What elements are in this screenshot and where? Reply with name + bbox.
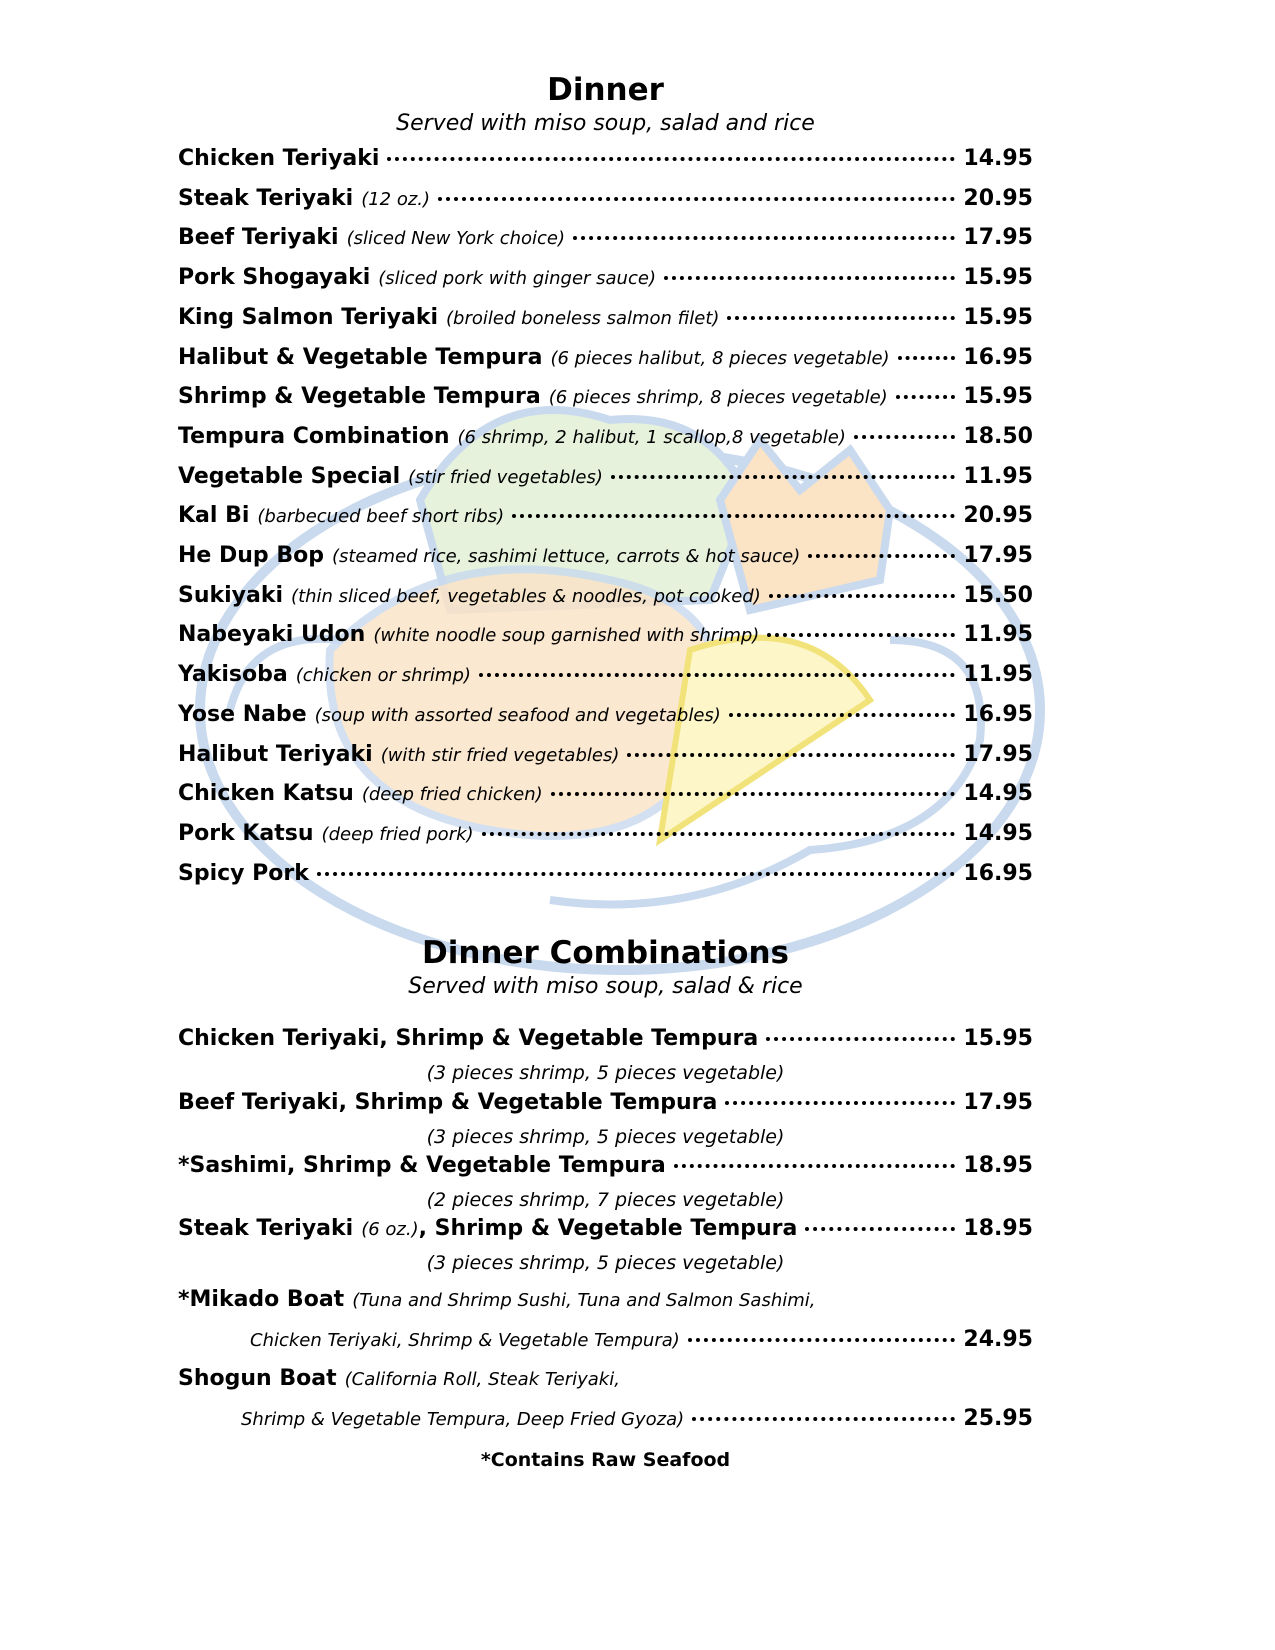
item-description: (sliced pork with ginger sauce) bbox=[378, 268, 656, 290]
item-price: 14.95 bbox=[963, 146, 1033, 171]
menu-item bbox=[178, 622, 1033, 652]
item-description: (deep fried pork) bbox=[321, 823, 474, 845]
item-name: *Mikado Boat bbox=[178, 1287, 345, 1312]
menu-item bbox=[178, 861, 1033, 891]
dot-leader bbox=[627, 753, 955, 757]
item-description: (barbecued beef short ribs) bbox=[257, 506, 505, 528]
dot-leader bbox=[854, 435, 956, 439]
item-name: Steak Teriyaki bbox=[178, 1216, 354, 1241]
item-name: King Salmon Teriyaki bbox=[178, 304, 439, 330]
dot-leader bbox=[482, 832, 956, 836]
item-price: 17.95 bbox=[963, 1090, 1033, 1115]
dot-leader bbox=[479, 673, 956, 677]
item-description: (12 oz.) bbox=[361, 188, 431, 210]
dot-leader bbox=[551, 792, 956, 796]
menu-item bbox=[178, 662, 1033, 692]
item-price: 16.95 bbox=[963, 860, 1033, 886]
item-name: Pork Shogayaki bbox=[178, 265, 371, 291]
item-price: 17.95 bbox=[963, 543, 1033, 568]
item-price: 11.95 bbox=[963, 622, 1033, 648]
item-description: (stir fried vegetables) bbox=[408, 466, 603, 488]
dot-leader bbox=[725, 1101, 955, 1105]
raw-seafood-footnote: *Contains Raw Seafood bbox=[480, 1449, 731, 1471]
dot-leader bbox=[729, 713, 956, 717]
item-name: Chicken Katsu bbox=[178, 781, 354, 807]
item-name: Steak Teriyaki bbox=[178, 185, 354, 211]
dot-leader bbox=[769, 594, 956, 598]
item-price: 18.95 bbox=[963, 1153, 1033, 1178]
dot-leader bbox=[664, 276, 955, 280]
dot-leader bbox=[438, 197, 955, 201]
dot-leader bbox=[896, 395, 956, 399]
combo-item bbox=[178, 1153, 1033, 1183]
item-description: (soup with assorted seafood and vegetables) bbox=[314, 704, 721, 726]
menu-item bbox=[178, 225, 1033, 255]
item-price: 24.95 bbox=[963, 1327, 1033, 1352]
menu-item bbox=[178, 384, 1033, 414]
item-description: (sliced New York choice) bbox=[346, 228, 565, 250]
menu-item bbox=[178, 543, 1033, 573]
menu-item bbox=[178, 464, 1033, 494]
dot-leader bbox=[674, 1164, 956, 1168]
item-price: 15.95 bbox=[963, 384, 1033, 410]
item-description: (6 pieces halibut, 8 pieces vegetable) bbox=[550, 347, 890, 369]
item-name: Beef Teriyaki bbox=[178, 225, 339, 251]
menu-item bbox=[178, 186, 1033, 216]
combo-item bbox=[178, 1026, 1033, 1056]
item-price: 17.95 bbox=[963, 741, 1033, 767]
dot-leader bbox=[573, 236, 955, 240]
item-description: (chicken or shrimp) bbox=[295, 665, 471, 687]
item-name: Pork Katsu bbox=[178, 820, 314, 846]
item-description: (with stir fried vegetables) bbox=[380, 744, 620, 766]
item-description: (Tuna and Shrimp Sushi, Tuna and Salmon Sashimi, bbox=[352, 1290, 816, 1311]
dot-leader bbox=[898, 356, 956, 360]
item-price: 20.95 bbox=[963, 185, 1033, 211]
item-name: Shrimp & Vegetable Tempura bbox=[178, 384, 541, 410]
dot-leader bbox=[512, 514, 955, 518]
item-name: Halibut & Vegetable Tempura bbox=[178, 344, 543, 370]
item-description: (6 oz.) bbox=[361, 1219, 419, 1240]
item-price: 11.95 bbox=[963, 662, 1033, 688]
menu-item bbox=[178, 345, 1033, 375]
item-name-continued: , Shrimp & Vegetable Tempura bbox=[418, 1216, 798, 1241]
item-price: 15.95 bbox=[963, 1026, 1033, 1051]
item-price: 16.95 bbox=[963, 344, 1033, 370]
item-name: Spicy Pork bbox=[178, 860, 309, 886]
item-name: Beef Teriyaki, Shrimp & Vegetable Tempura bbox=[178, 1090, 718, 1115]
combo-detail: (3 pieces shrimp, 5 pieces vegetable) bbox=[426, 1062, 785, 1084]
menu-item bbox=[178, 702, 1033, 732]
menu-item bbox=[178, 583, 1033, 613]
item-price: 20.95 bbox=[963, 503, 1033, 529]
item-name: Nabeyaki Udon bbox=[178, 622, 366, 648]
item-description: (broiled boneless salmon filet) bbox=[446, 307, 720, 329]
combo-detail: (3 pieces shrimp, 5 pieces vegetable) bbox=[426, 1252, 785, 1274]
menu-item bbox=[178, 781, 1033, 811]
dot-leader bbox=[317, 872, 956, 876]
dot-leader bbox=[692, 1417, 955, 1421]
boat-item-continued bbox=[178, 1406, 1033, 1436]
item-name: Halibut Teriyaki bbox=[178, 741, 373, 767]
item-description: (6 pieces shrimp, 8 pieces vegetable) bbox=[548, 387, 888, 409]
item-name: He Dup Bop bbox=[178, 543, 324, 568]
item-description: (6 shrimp, 2 halibut, 1 scallop,8 vegetable) bbox=[457, 426, 846, 448]
dot-leader bbox=[688, 1338, 956, 1342]
item-price: 11.95 bbox=[963, 463, 1033, 489]
dot-leader bbox=[387, 157, 955, 161]
item-description-continued: Chicken Teriyaki, Shrimp & Vegetable Tempura) bbox=[250, 1330, 680, 1351]
item-description: (steamed rice, sashimi lettuce, carrots & hot sauce) bbox=[331, 546, 801, 567]
boat-item bbox=[178, 1366, 1033, 1396]
item-name: Yakisoba bbox=[178, 662, 288, 688]
item-description: (deep fried chicken) bbox=[361, 784, 543, 806]
item-price: 18.50 bbox=[963, 423, 1033, 449]
dot-leader bbox=[766, 1037, 955, 1041]
item-name: Sukiyaki bbox=[178, 582, 284, 608]
dinner-title: Dinner bbox=[547, 72, 664, 108]
boat-item-continued bbox=[178, 1327, 1033, 1357]
item-description: (white noodle soup garnished with shrimp) bbox=[373, 625, 760, 647]
item-price: 14.95 bbox=[963, 820, 1033, 846]
boat-item bbox=[178, 1287, 1033, 1317]
item-description: (California Roll, Steak Teriyaki, bbox=[344, 1369, 620, 1390]
item-name: Chicken Teriyaki, Shrimp & Vegetable Tempura bbox=[178, 1026, 759, 1051]
item-name: Yose Nabe bbox=[178, 701, 307, 727]
dot-leader bbox=[727, 316, 955, 320]
menu-item bbox=[178, 821, 1033, 851]
item-name: Tempura Combination bbox=[178, 423, 450, 449]
combo-item bbox=[178, 1216, 1033, 1246]
item-name: *Sashimi, Shrimp & Vegetable Tempura bbox=[178, 1153, 666, 1178]
item-price: 16.95 bbox=[963, 701, 1033, 727]
combinations-subtitle: Served with miso soup, salad & rice bbox=[408, 974, 803, 999]
menu-item bbox=[178, 503, 1033, 533]
menu-item bbox=[178, 424, 1033, 454]
combo-detail: (2 pieces shrimp, 7 pieces vegetable) bbox=[426, 1189, 785, 1211]
item-price: 15.95 bbox=[963, 265, 1033, 291]
item-name: Chicken Teriyaki bbox=[178, 146, 380, 171]
item-price: 25.95 bbox=[963, 1406, 1033, 1431]
item-price: 15.50 bbox=[963, 582, 1033, 608]
dot-leader bbox=[767, 633, 955, 637]
item-name: Shogun Boat bbox=[178, 1366, 337, 1391]
item-price: 17.95 bbox=[963, 225, 1033, 251]
menu-item bbox=[178, 265, 1033, 295]
item-name: Kal Bi bbox=[178, 503, 250, 529]
combo-detail: (3 pieces shrimp, 5 pieces vegetable) bbox=[426, 1126, 785, 1148]
dot-leader bbox=[611, 475, 956, 479]
item-price: 18.95 bbox=[963, 1216, 1033, 1241]
item-description: (thin sliced beef, vegetables & noodles, pot cooked) bbox=[291, 585, 761, 607]
combinations-title: Dinner Combinations bbox=[421, 935, 790, 971]
combo-item bbox=[178, 1090, 1033, 1120]
item-name: Vegetable Special bbox=[178, 463, 401, 489]
dot-leader bbox=[808, 554, 955, 558]
item-price: 14.95 bbox=[963, 781, 1033, 807]
menu-item bbox=[178, 742, 1033, 772]
menu-item bbox=[178, 305, 1033, 335]
dinner-subtitle: Served with miso soup, salad and rice bbox=[396, 111, 815, 136]
item-price: 15.95 bbox=[963, 304, 1033, 330]
menu-item bbox=[178, 146, 1033, 176]
item-description-continued: Shrimp & Vegetable Tempura, Deep Fried Gyoza) bbox=[241, 1409, 685, 1430]
dot-leader bbox=[805, 1227, 955, 1231]
